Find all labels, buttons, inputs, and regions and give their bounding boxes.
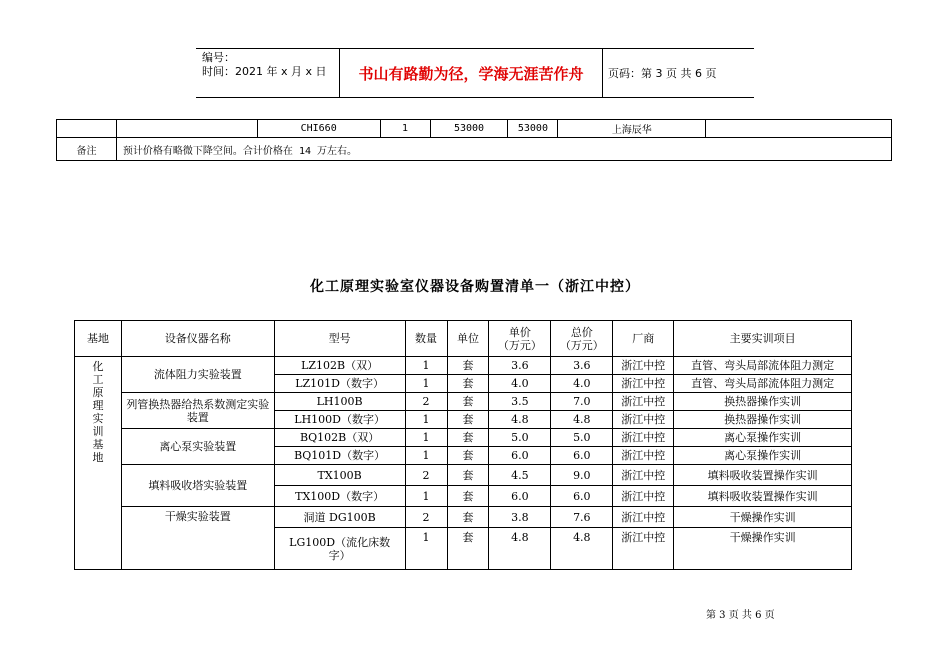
- qty-cell: 1: [405, 528, 447, 570]
- page-title: 化工原理实验室仪器设备购置清单一（浙江中控）: [310, 279, 640, 295]
- model-cell: LG100D（流化床数字）: [274, 528, 405, 570]
- total-cell: 5.0: [551, 429, 613, 447]
- maker-cell: 浙江中控: [613, 375, 674, 393]
- table-row: [75, 429, 852, 447]
- base-char: 地: [92, 451, 104, 464]
- maker-cell: 浙江中控: [613, 411, 674, 429]
- unit-cell: 套: [447, 465, 489, 486]
- price-cell: 3.5: [489, 393, 551, 411]
- base-cell: [75, 357, 122, 570]
- table-row: [75, 465, 852, 486]
- header-unit-price-label: 单价: [508, 325, 531, 339]
- qty-cell: 2: [405, 507, 447, 528]
- qty-cell: 1: [405, 375, 447, 393]
- total-cell: 7.6: [551, 507, 613, 528]
- project-cell: 填料吸收装置操作实训: [674, 465, 852, 486]
- price-cell: 4.8: [489, 528, 551, 570]
- header-maker: 厂商: [613, 321, 674, 357]
- equipment-name: 干燥实验装置: [121, 507, 274, 570]
- model-cell: LH100B: [274, 393, 405, 411]
- note-text: 预计价格有略微下降空间。合计价格在 14 万左右。: [116, 138, 891, 161]
- header-total-label: 总价: [570, 325, 593, 339]
- note-row: [57, 138, 892, 161]
- qty-cell: 1: [405, 357, 447, 375]
- price-cell: 5.0: [489, 429, 551, 447]
- qty-cell: 1: [405, 486, 447, 507]
- total-cell: 7.0: [551, 393, 613, 411]
- header-model: 型号: [274, 321, 405, 357]
- project-cell: 换热器操作实训: [674, 393, 852, 411]
- table-row: [75, 357, 852, 375]
- table-cell: [706, 120, 892, 138]
- maker-cell: 浙江中控: [613, 429, 674, 447]
- model-cell: 洞道 DG100B: [274, 507, 405, 528]
- page-header: [196, 48, 754, 98]
- table-cell: 53000: [430, 120, 508, 138]
- time-label: 时间：2021 年 x 月 x 日: [202, 65, 327, 78]
- project-cell: 换热器操作实训: [674, 411, 852, 429]
- maker-cell: 浙江中控: [613, 447, 674, 465]
- qty-cell: 1: [405, 429, 447, 447]
- table-row: [75, 507, 852, 528]
- price-cell: 4.5: [489, 465, 551, 486]
- header-name: 设备仪器名称: [121, 321, 274, 357]
- table-cell: 53000: [508, 120, 558, 138]
- project-cell: 离心泵操作实训: [674, 447, 852, 465]
- model-cell: BQ101D（数字）: [274, 447, 405, 465]
- unit-cell: 套: [447, 429, 489, 447]
- header-base: 基地: [75, 321, 122, 357]
- project-cell: 直管、弯头局部流体阻力测定: [674, 375, 852, 393]
- maker-cell: 浙江中控: [613, 465, 674, 486]
- model-cell: LZ101D（数字）: [274, 375, 405, 393]
- model-cell: LH100D（数字）: [274, 411, 405, 429]
- page-footer: 第 3 页 共 6 页: [706, 610, 775, 621]
- total-cell: 9.0: [551, 465, 613, 486]
- base-char: 原: [92, 386, 104, 399]
- total-cell: 4.8: [551, 528, 613, 570]
- base-char: 理: [92, 399, 104, 412]
- qty-cell: 2: [405, 393, 447, 411]
- total-cell: 3.6: [551, 357, 613, 375]
- base-char: 基: [92, 438, 104, 451]
- total-cell: 4.8: [551, 411, 613, 429]
- unit-cell: 套: [447, 393, 489, 411]
- table-cell: [57, 120, 117, 138]
- base-char: 训: [92, 425, 104, 438]
- base-char: 化: [92, 360, 104, 373]
- maker-cell: 浙江中控: [613, 528, 674, 570]
- price-cell: 6.0: [489, 447, 551, 465]
- table-row: [57, 120, 892, 138]
- table-cell: CHI660: [257, 120, 380, 138]
- total-cell: 6.0: [551, 486, 613, 507]
- price-cell: 3.6: [489, 357, 551, 375]
- project-cell: 干燥操作实训: [674, 528, 852, 570]
- model-cell: TX100D（数字）: [274, 486, 405, 507]
- equipment-name: 填料吸收塔实验装置: [121, 465, 274, 507]
- maker-cell: 浙江中控: [613, 507, 674, 528]
- unit-cell: 套: [447, 375, 489, 393]
- table-cell: 上海辰华: [558, 120, 706, 138]
- header-unit-price-unit: （万元）: [497, 338, 542, 352]
- price-cell: 3.8: [489, 507, 551, 528]
- unit-cell: 套: [447, 357, 489, 375]
- table-cell: [116, 120, 257, 138]
- base-char: 实: [92, 412, 104, 425]
- price-cell: 4.0: [489, 375, 551, 393]
- maker-cell: 浙江中控: [613, 486, 674, 507]
- project-cell: 填料吸收装置操作实训: [674, 486, 852, 507]
- qty-cell: 2: [405, 465, 447, 486]
- model-cell: BQ102B（双）: [274, 429, 405, 447]
- page-code: 页码：第 3 页 共 6 页: [608, 67, 717, 80]
- table-row: [75, 393, 852, 411]
- header-meta: [202, 51, 340, 79]
- model-cell: TX100B: [274, 465, 405, 486]
- base-char: 工: [92, 373, 104, 386]
- model-cell: LZ102B（双）: [274, 357, 405, 375]
- unit-cell: 套: [447, 507, 489, 528]
- price-cell: 4.8: [489, 411, 551, 429]
- price-cell: 6.0: [489, 486, 551, 507]
- total-cell: 4.0: [551, 375, 613, 393]
- maker-cell: 浙江中控: [613, 357, 674, 375]
- equipment-table: [74, 320, 852, 570]
- unit-cell: 套: [447, 447, 489, 465]
- unit-cell: 套: [447, 528, 489, 570]
- total-cell: 6.0: [551, 447, 613, 465]
- maker-cell: 浙江中控: [613, 393, 674, 411]
- equipment-name: 列管换热器给热系数测定实验装置: [121, 393, 274, 429]
- header-total: [551, 321, 613, 357]
- header-project: 主要实训项目: [674, 321, 852, 357]
- table-header-row: [75, 321, 852, 357]
- project-cell: 干燥操作实训: [674, 507, 852, 528]
- project-cell: 离心泵操作实训: [674, 429, 852, 447]
- qty-cell: 1: [405, 447, 447, 465]
- motto: 书山有路勤为径，学海无涯苦作舟: [339, 49, 603, 97]
- project-cell: 直管、弯头局部流体阻力测定: [674, 357, 852, 375]
- table-cell: 1: [380, 120, 430, 138]
- unit-cell: 套: [447, 486, 489, 507]
- header-unit-price: [489, 321, 551, 357]
- header-total-unit: （万元）: [559, 338, 604, 352]
- note-label: 备注: [57, 138, 117, 161]
- unit-cell: 套: [447, 411, 489, 429]
- qty-cell: 1: [405, 411, 447, 429]
- equipment-name: 流体阻力实验装置: [121, 357, 274, 393]
- header-unit: 单位: [447, 321, 489, 357]
- header-qty: 数量: [405, 321, 447, 357]
- number-label: 编号：: [202, 51, 235, 64]
- equipment-name: 离心泵实验装置: [121, 429, 274, 465]
- top-table: [56, 119, 892, 161]
